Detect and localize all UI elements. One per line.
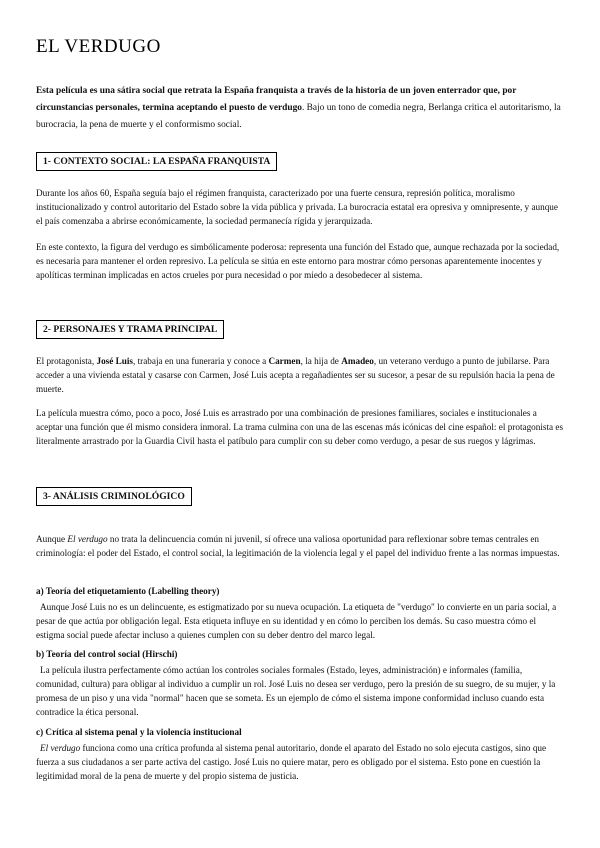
analisis-text-a: Aunque xyxy=(36,534,68,544)
personajes-paragraph-2: La película muestra cómo, poco a poco, José Luis es arrastrado por una combinación de presiones familiares, sociales e institucionales a aceptar una función que él mismo considera inmoral. La trama culmina con una de las escenas más icónicas del cine español: el protagonista es literalmente arrastrado por la Guardia Civil hasta el patíbulo para cumplir con su deber como verdugo, a pesar de sus ruegos y lágrimas. xyxy=(36,408,564,446)
p1-text-a: El protagonista, xyxy=(36,356,97,366)
subheading-control-social: b) Teoría del control social (Hirschi) xyxy=(36,649,178,659)
film-title-italic-2: El verdugo xyxy=(40,743,81,753)
section-heading-contexto: 1- CONTEXTO SOCIAL: LA ESPAÑA FRANQUISTA xyxy=(36,152,277,171)
character-carmen: Carmen xyxy=(268,356,301,366)
subheading-critica-sistema: c) Crítica al sistema penal y la violencia institucional xyxy=(36,727,242,737)
intro-rest-text: . Bajo un tono de comedia negra, Berlanga critica el autoritarismo, la burocracia, la pena de muerte y el conformismo social. xyxy=(36,103,561,130)
section-heading-personajes: 2- PERSONAJES Y TRAMA PRINCIPAL xyxy=(36,320,224,339)
personajes-paragraph-1 xyxy=(36,354,564,396)
contexto-paragraph-2: En este contexto, la figura del verdugo es simbólicamente poderosa: representa una función del Estado que, aunque rechazada por la sociedad, es necesaria para mantener el orden represivo. La película se sitúa en este entorno para mostrar cómo personas aparentemente inocentes y apolíticas terminan implicadas en actos crueles por pura necesidad o por miedo a desobedecer al sistema. xyxy=(36,242,560,280)
intro-bold-text: Esta película es una sátira social que retrata la España franquista a través de la historia de un joven enterrador que, por circunstancias personales, termina aceptando el puesto de verdugo xyxy=(36,86,517,113)
contexto-paragraph-1: Durante los años 60, España seguía bajo el régimen franquista, caracterizado por una fuerte censura, represión política, moralismo institucionalizado y control autoritario del Estado sobre la vida pública y privada. La burocracia estatal era opresiva y omnipresente, y aunque el país comenzaba a abrirse económicamente, la sociedad permanecía rígida y jerarquizada. xyxy=(36,188,558,226)
analisis-paragraph-1 xyxy=(36,532,564,560)
p1-text-b: , trabaja en una funeraria y conoce a xyxy=(133,356,269,366)
film-title-italic: El verdugo xyxy=(67,534,108,544)
subheading-etiquetamiento: a) Teoría del etiquetamiento (Labelling theory) xyxy=(36,586,220,596)
character-amadeo: Amadeo xyxy=(341,356,374,366)
character-jose-luis: José Luis xyxy=(96,356,133,366)
document-title: EL VERDUGO xyxy=(36,36,161,57)
critica-sistema-paragraph xyxy=(36,741,564,783)
etiquetamiento-paragraph: Aunque José Luis no es un delincuente, es estigmatizado por su nueva ocupación. La etiqueta de "verdugo" lo convierte en un paria social, a pesar de que actúa por obligación legal. Esta etiqueta influye en su identidad y en cómo lo perciben los demás. Su caso muestra cómo el estigma social puede afectar incluso a quienes cumplen con su deber dentro del marco legal. xyxy=(36,602,557,640)
section-heading-analisis: 3- ANÁLISIS CRIMINOLÓGICO xyxy=(36,487,192,506)
analisis-text-b: no trata la delincuencia común ni juvenil, sí ofrece una valiosa oportunidad para reflexionar sobre temas centrales en criminología: el poder del Estado, el control social, la legitimación de la violencia legal y el papel del individuo frente a las normas impuestas. xyxy=(36,534,560,558)
critica-text: funciona como una crítica profunda al sistema penal autoritario, donde el aparato del Estado no solo ejecuta castigos, sino que fuerza a sus ciudadanos a ser parte activa del castigo. José Luis no quiere matar, pero es obligado por el sistema. Esto pone en cuestión la legitimidad moral de la pena de muerte y del propio sistema de justicia. xyxy=(36,743,547,781)
intro-paragraph xyxy=(36,83,564,134)
control-social-paragraph: La película ilustra perfectamente cómo actúan los controles sociales formales (Estado, leyes, administración) e informales (familia, comunidad, cultura) para obligar al individuo a cumplir un rol. José Luis no desea ser verdugo, pero la presión de su suegro, de su mujer, y la promesa de un piso y una vida "normal" hacen que se someta. Es un ejemplo de cómo el sistema impone conformidad incluso cuando esta contradice la ética personal. xyxy=(36,665,556,717)
p1-text-d: , un veterano verdugo a punto de jubilarse. Para acceder a una vivienda estatal y casarse con Carmen, José Luis acepta a regañadientes ser su sucesor, a pesar de su repulsión hacia la pena de muerte. xyxy=(36,356,555,394)
p1-text-c: , la hija de xyxy=(300,356,342,366)
